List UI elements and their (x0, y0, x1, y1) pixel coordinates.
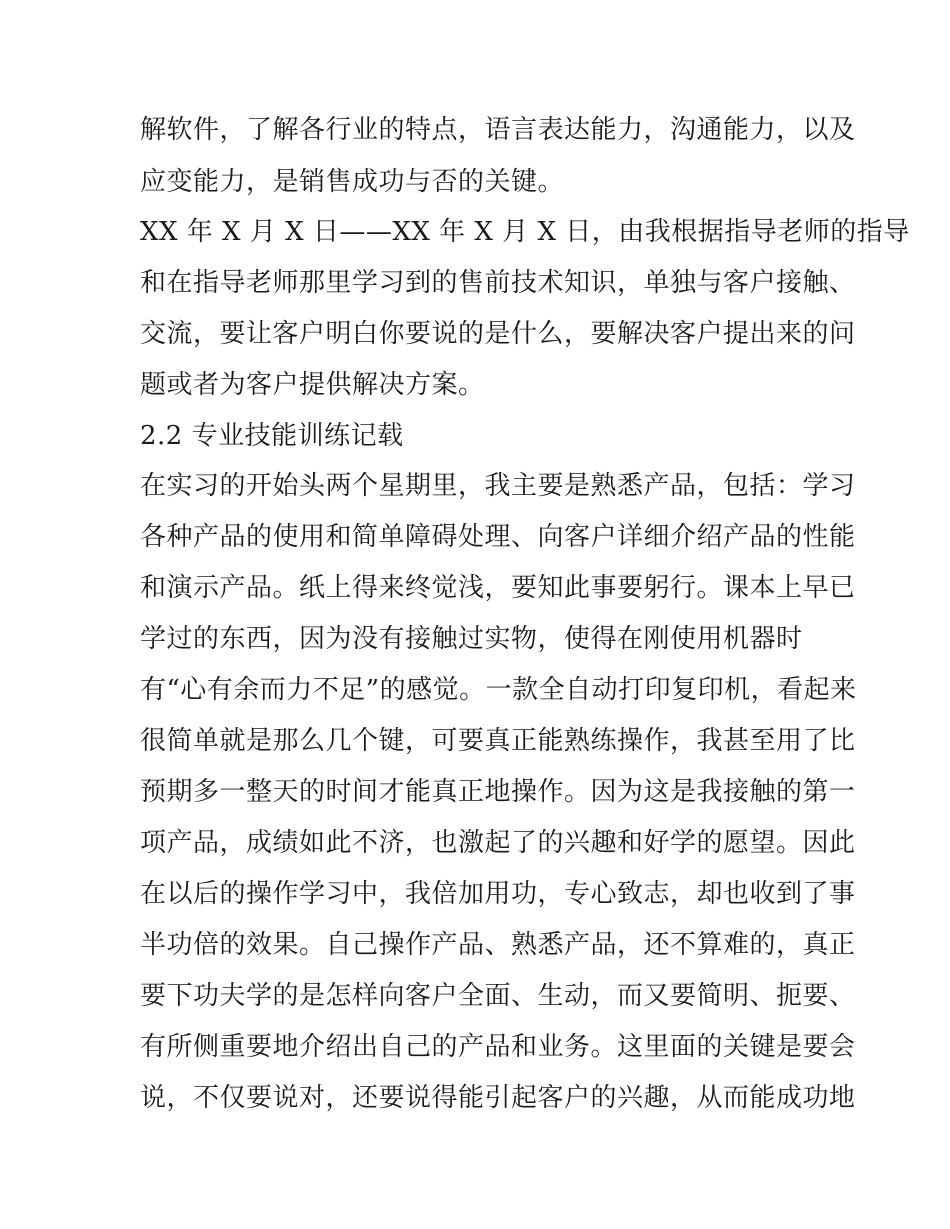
paragraph-line: 预期多一整天的时间才能真正地操作。因为这是我接触的第一 (140, 777, 856, 807)
paragraph-line: 半功倍的效果。自己操作产品、熟悉产品，还不算难的，真正 (140, 930, 856, 960)
paragraph-line: 解软件，了解各行业的特点，语言表达能力，沟通能力，以及 (140, 115, 856, 145)
paragraph-line: 各种产品的使用和简单障碍处理、向客户详细介绍产品的性能 (140, 522, 856, 552)
paragraph-line: 和在指导老师那里学习到的售前技术知识，单独与客户接触、 (140, 268, 856, 298)
paragraph-line: 交流，要让客户明白你要说的是什么，要解决客户提出来的问 (140, 319, 856, 349)
paragraph-line: 很简单就是那么几个键，可要真正能熟练操作，我甚至用了比 (140, 726, 856, 756)
paragraph-line: 说，不仅要说对，还要说得能引起客户的兴趣，从而能成功地 (140, 1083, 856, 1113)
section-heading: 2.2 专业技能训练记载 (140, 421, 404, 451)
paragraph-line: 题或者为客户提供解决方案。 (140, 370, 485, 400)
paragraph-line: 学过的东西，因为没有接触过实物，使得在刚使用机器时 (140, 624, 803, 654)
paragraph-line: 项产品，成绩如此不济，也激起了的兴趣和好学的愿望。因此 (140, 828, 856, 858)
paragraph-line: 应变能力，是销售成功与否的关键。 (140, 167, 565, 197)
paragraph-line: 在以后的操作学习中，我倍加用功，专心致志，却也收到了事 (140, 879, 856, 909)
paragraph-line: 要下功夫学的是怎样向客户全面、生动，而又要简明、扼要、 (140, 981, 856, 1011)
paragraph-line: 有“心有余而力不足”的感觉。一款全自动打印复印机，看起来 (140, 675, 857, 705)
paragraph-line: XX 年 X 月 X 日——XX 年 X 月 X 日，由我根据指导老师的指导 (140, 217, 910, 247)
paragraph-line: 在实习的开始头两个星期里，我主要是熟悉产品，包括：学习 (140, 471, 856, 501)
paragraph-line: 和演示产品。纸上得来终觉浅，要知此事要躬行。课本上早已 (140, 573, 856, 603)
paragraph-line: 有所侧重要地介绍出自己的产品和业务。这里面的关键是要会 (140, 1032, 856, 1062)
